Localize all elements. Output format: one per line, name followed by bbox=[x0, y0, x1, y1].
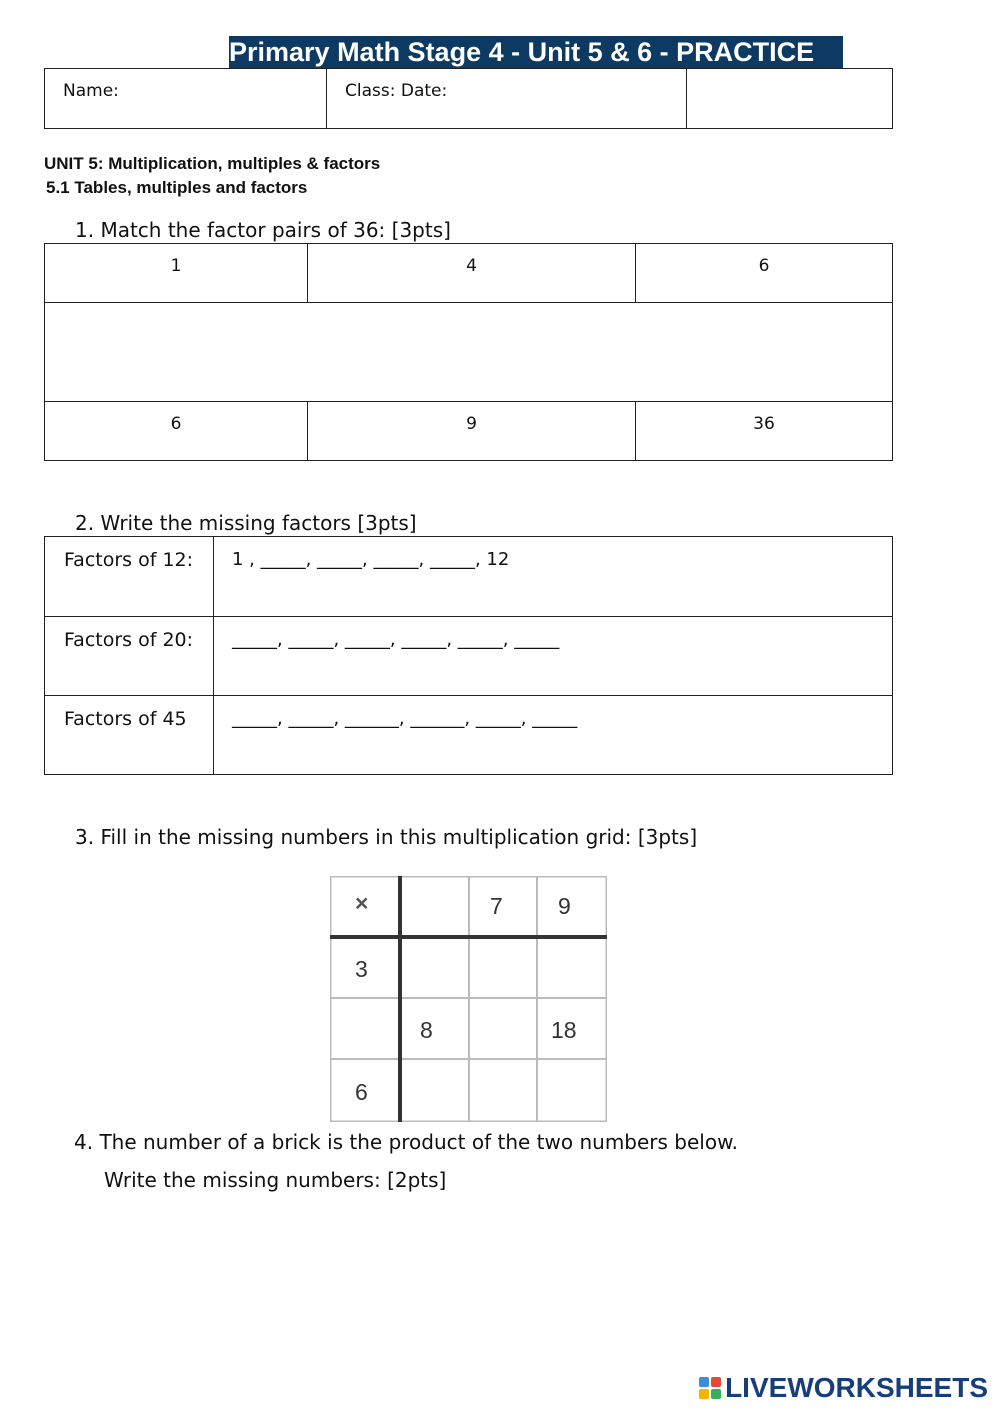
logo-square bbox=[711, 1377, 721, 1387]
unit-heading: UNIT 5: Multiplication, multiples & factors bbox=[44, 154, 381, 173]
grid-header-col-3: 9 bbox=[558, 893, 571, 919]
q3-prompt: 3. Fill in the missing numbers in this multiplication grid: [3pts] bbox=[75, 825, 698, 849]
logo-square bbox=[699, 1377, 709, 1387]
factors-20-label: Factors of 20: bbox=[45, 617, 214, 696]
factor-pairs-table bbox=[44, 243, 893, 461]
multiplication-grid bbox=[330, 876, 607, 1122]
logo-square bbox=[699, 1389, 709, 1399]
q2-prompt: 2. Write the missing factors [3pts] bbox=[75, 511, 417, 535]
bottom-number-3[interactable]: 36 bbox=[636, 401, 893, 460]
score-cell[interactable] bbox=[687, 69, 893, 129]
factors-12-label: Factors of 12: bbox=[45, 537, 214, 617]
logo-mark-icon bbox=[699, 1377, 721, 1399]
q4-subprompt: Write the missing numbers: [2pts] bbox=[104, 1168, 447, 1192]
section-subheading: 5.1 Tables, multiples and factors bbox=[46, 178, 308, 197]
missing-factors-table bbox=[44, 536, 893, 775]
matching-area[interactable] bbox=[45, 303, 893, 401]
grid-row-3-label: 6 bbox=[355, 1079, 368, 1105]
grid-cell: 18 bbox=[551, 1017, 577, 1043]
logo-square bbox=[711, 1389, 721, 1399]
times-icon: × bbox=[355, 890, 369, 916]
factors-12-answer[interactable]: 1 , _____, _____, _____, _____, 12 bbox=[214, 537, 893, 617]
logo-text: LIVEWORKSHEETS bbox=[725, 1372, 988, 1403]
top-number-1[interactable]: 1 bbox=[45, 244, 308, 303]
bottom-number-2[interactable]: 9 bbox=[308, 401, 636, 460]
liveworksheets-logo[interactable] bbox=[699, 1372, 988, 1404]
grid-header-col-2: 7 bbox=[490, 893, 503, 919]
top-number-2[interactable]: 4 bbox=[308, 244, 636, 303]
class-date-label: Class: Date: bbox=[345, 81, 448, 101]
student-info-table bbox=[44, 68, 893, 129]
name-label: Name: bbox=[63, 81, 119, 101]
factors-45-answer[interactable]: _____, _____, ______, ______, _____, _____ bbox=[214, 696, 893, 775]
q4-prompt: 4. The number of a brick is the product of the two numbers below. bbox=[74, 1130, 738, 1154]
factors-45-label: Factors of 45 bbox=[45, 696, 214, 775]
factors-20-answer[interactable]: _____, _____, _____, _____, _____, _____ bbox=[214, 617, 893, 696]
q1-prompt: 1. Match the factor pairs of 36: [3pts] bbox=[75, 218, 451, 242]
class-date-cell[interactable] bbox=[327, 69, 687, 129]
page-title: Primary Math Stage 4 - Unit 5 & 6 - PRACTICE bbox=[229, 36, 843, 68]
grid-cell: 8 bbox=[420, 1017, 433, 1043]
grid-row-1-label: 3 bbox=[355, 956, 368, 982]
bottom-number-1[interactable]: 6 bbox=[45, 401, 308, 460]
name-cell[interactable] bbox=[45, 69, 327, 129]
top-number-3[interactable]: 6 bbox=[636, 244, 893, 303]
